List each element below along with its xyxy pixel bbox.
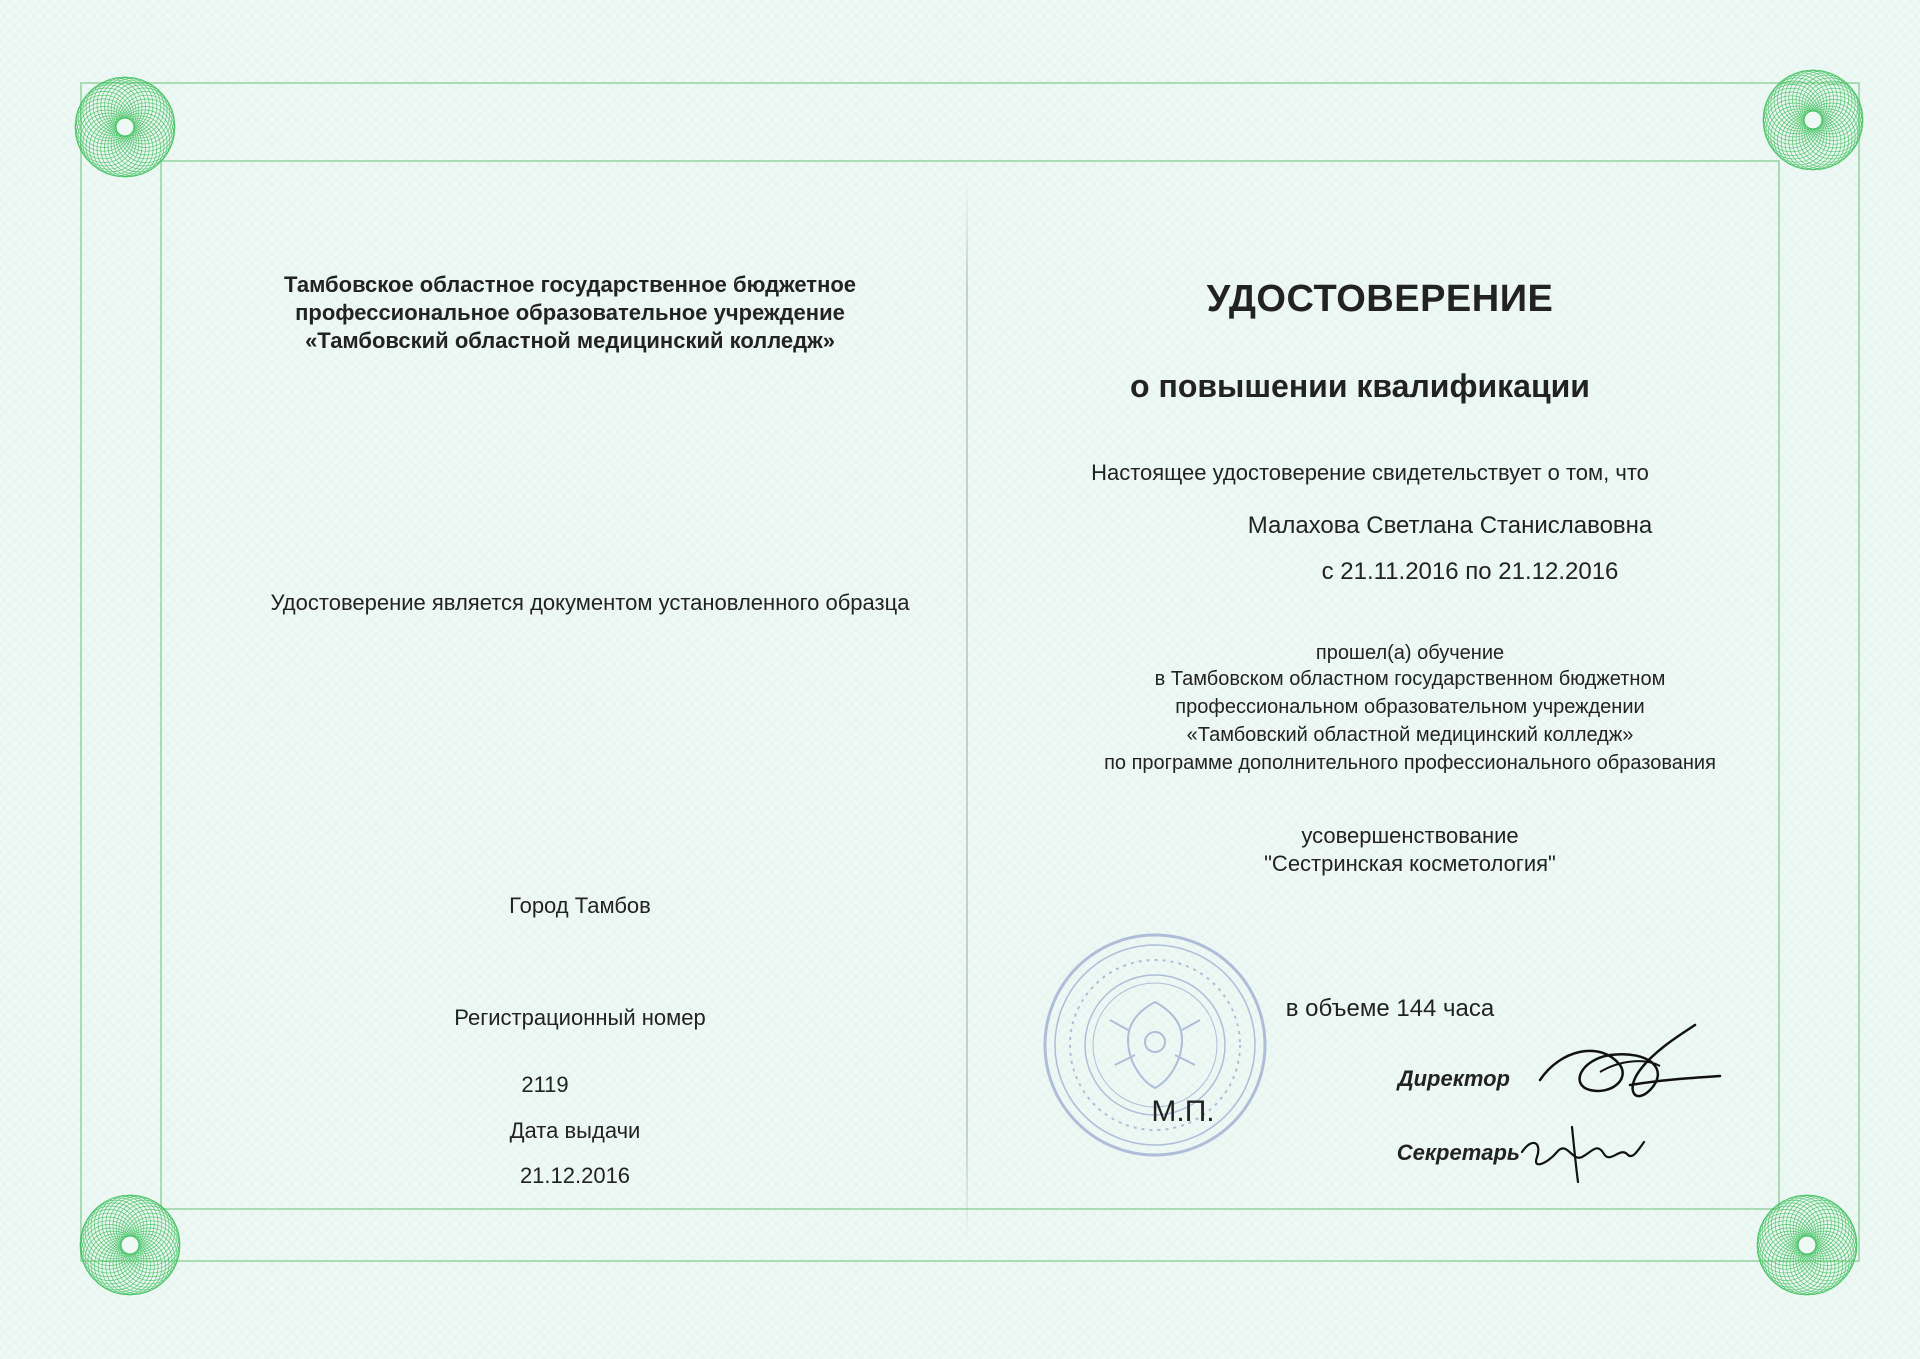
- study-line-1: прошел(а) обучение: [1315, 642, 1505, 664]
- course-volume: в объеме 144 часа: [1285, 995, 1495, 1022]
- reg-number-value: 2119: [521, 1072, 569, 1097]
- director-signature-icon: [1530, 1010, 1730, 1120]
- secretary-signature-icon: [1512, 1112, 1652, 1192]
- program-name: "Сестринская косметология": [1264, 851, 1556, 876]
- corner-rosette-top-left-icon: [70, 72, 180, 182]
- study-line-5: по программе дополнительного профессионального образования: [1104, 752, 1716, 774]
- director-label: Директор: [1397, 1066, 1510, 1091]
- certify-text: Настоящее удостоверение свидетельствует о том, что: [1091, 460, 1649, 485]
- stamp-place-mark: М.П.: [1151, 1095, 1215, 1128]
- reg-number-label: Регистрационный номер: [454, 1005, 706, 1030]
- certificate-subtitle: о повышении квалификации: [1130, 368, 1590, 404]
- city: Город Тамбов: [509, 893, 651, 918]
- institution-line-1: Тамбовское областное государственное бюджетное: [283, 272, 857, 297]
- secretary-label: Секретарь: [1396, 1140, 1520, 1165]
- person-full-name: Малахова Светлана Станиславовна: [1247, 512, 1653, 539]
- program-type: усовершенствование: [1301, 823, 1519, 848]
- corner-rosette-bottom-right-icon: [1752, 1190, 1862, 1300]
- institution-line-3: «Тамбовский областной медицинский колледж»: [305, 328, 835, 353]
- institution-line-2: профессиональное образовательное учреждение: [295, 300, 845, 325]
- corner-rosette-bottom-left-icon: [75, 1190, 185, 1300]
- study-line-4: «Тамбовский областной медицинский колледж»: [1186, 724, 1634, 746]
- corner-rosette-top-right-icon: [1758, 65, 1868, 175]
- certificate-title: УДОСТОВЕРЕНИЕ: [1206, 278, 1554, 320]
- study-line-2: в Тамбовском областном государственном бюджетном: [1154, 668, 1666, 690]
- issue-date-value: 21.12.2016: [519, 1163, 631, 1188]
- study-period: с 21.11.2016 по 21.12.2016: [1321, 558, 1619, 585]
- study-line-3: профессиональном образовательном учреждении: [1175, 696, 1645, 718]
- document-note: Удостоверение является документом установленного образца: [270, 590, 910, 615]
- issue-date-label: Дата выдачи: [509, 1118, 641, 1143]
